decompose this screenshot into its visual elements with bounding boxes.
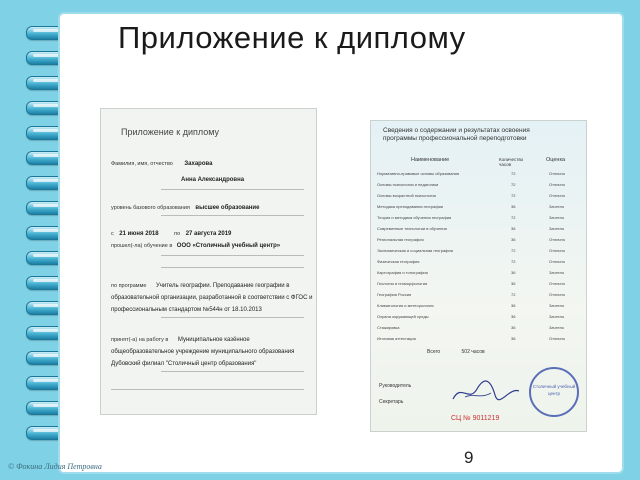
program-label: по программе: [111, 283, 147, 289]
table-row: [377, 314, 577, 324]
center-value: Дубовский филиал "Столичный центр образования": [111, 361, 257, 367]
row-subject: Стажировка: [377, 325, 400, 330]
row-hours: 36: [511, 314, 516, 319]
name-value: Анна Александровна: [181, 177, 245, 183]
col-grade-header: Оценка: [546, 157, 566, 163]
row-grade: Отлично: [549, 237, 565, 242]
row-hours: 36: [511, 204, 516, 209]
doc-title: Сведения о содержании и результатах освоения программы профессиональной переподготовки: [383, 127, 530, 142]
diploma-appendix-scan: [100, 108, 317, 415]
row-hours: 36: [511, 226, 516, 231]
standard-value: профессиональным стандартом №544н от 18.10.2013: [111, 307, 262, 313]
row-subject: Методика преподавания географии: [377, 204, 444, 209]
row-hours: 36: [511, 237, 516, 242]
row-grade: Зачтено: [549, 270, 565, 275]
row-hours: 72: [511, 193, 516, 198]
row-grade: Отлично: [549, 182, 565, 187]
table-row: [377, 292, 577, 302]
education-line: [111, 205, 259, 211]
row-subject: Региональная география: [377, 237, 424, 242]
row-hours: 72: [511, 248, 516, 253]
signature-image: [451, 379, 521, 405]
standard-line: [111, 307, 262, 313]
name-line: [181, 177, 244, 183]
row-grade: Отлично: [549, 171, 565, 176]
row-grade: Отлично: [549, 281, 565, 286]
row-subject: Физическая география: [377, 259, 420, 264]
row-grade: Отлично: [549, 193, 565, 198]
from-label: с: [111, 231, 114, 237]
program-line: [111, 283, 289, 289]
education-value: высшее образование: [195, 205, 260, 211]
work-line-2: [111, 349, 294, 355]
work-line: [111, 337, 250, 343]
row-grade: Зачтено: [549, 314, 565, 319]
row-subject: Теория и методика обучения географии: [377, 215, 452, 220]
work-org: Муниципальное казённое: [177, 337, 250, 343]
dates-line: [111, 231, 231, 237]
table-row: [377, 193, 577, 203]
total-line: [427, 349, 485, 355]
table-row: [377, 171, 577, 181]
work-org-2: общеобразовательное учреждение муниципального образования: [111, 349, 295, 355]
program-value: Учитель географии. Преподавание географии в: [155, 283, 290, 289]
date-from: 21 июня 2018: [119, 231, 159, 237]
row-grade: Отлично: [549, 259, 565, 264]
table-row: [377, 248, 577, 258]
training-label: прошел(-ла) обучение в: [111, 243, 173, 249]
total-label: Всего: [427, 349, 441, 355]
organization-value: ООО «Столичный учебный центр»: [176, 243, 281, 249]
serial-number: СЦ № 9011219: [451, 415, 500, 422]
row-subject: Климатология и метеорология: [377, 303, 434, 308]
table-row: [377, 204, 577, 214]
table-row: [377, 281, 577, 291]
table-row: [377, 226, 577, 236]
row-grade: Зачтено: [549, 303, 565, 308]
program-results-scan: [370, 120, 587, 432]
col-name-header: Наименование: [411, 157, 450, 163]
stamp-seal: [529, 367, 579, 417]
to-label: по: [174, 231, 181, 237]
row-hours: 72: [511, 259, 516, 264]
education-label: уровень базового образования: [111, 205, 190, 211]
surname-value: Захарова: [184, 161, 213, 167]
program-line-2: [111, 295, 312, 301]
row-hours: 72: [511, 292, 516, 297]
row-subject: Основы психологии и педагогики: [377, 182, 439, 187]
work-label: принят(-а) на работу в: [111, 337, 169, 343]
row-subject: Итоговая аттестация: [377, 336, 416, 341]
row-hours: 36: [511, 303, 516, 308]
row-grade: Отлично: [549, 248, 565, 253]
doc-title: Приложение к диплому: [121, 127, 220, 137]
row-grade: Зачтено: [549, 204, 565, 209]
table-row: [377, 270, 577, 280]
row-grade: Отлично: [549, 336, 565, 341]
row-hours: 72: [511, 215, 516, 220]
total-value: 502 часов: [461, 349, 485, 355]
table-row: [377, 215, 577, 225]
table-row: [377, 325, 577, 335]
col-hours-header: Количество часов: [499, 157, 524, 167]
surname-label: Фамилия, имя, отчество: [111, 161, 173, 167]
signature-label: Руководитель: [379, 383, 412, 389]
row-subject: Современные технологии в обучении: [377, 226, 447, 231]
row-grade: Зачтено: [549, 215, 565, 220]
table-row: [377, 259, 577, 269]
row-subject: География России: [377, 292, 412, 297]
page-number: 9: [464, 448, 474, 467]
row-subject: Охрана окружающей среды: [377, 314, 429, 319]
row-hours: 36: [511, 325, 516, 330]
row-subject: Экономическая и социальная география: [377, 248, 453, 253]
stamp-text: Столичный учебный центр: [532, 384, 576, 396]
row-subject: Геология и геоморфология: [377, 281, 428, 286]
table-row: [377, 237, 577, 247]
table-row: [377, 336, 577, 346]
secretary-label: Секретарь: [379, 399, 404, 405]
row-subject: Картография и топография: [377, 270, 428, 275]
row-grade: Зачтено: [549, 325, 565, 330]
row-grade: Отлично: [549, 292, 565, 297]
date-to: 27 августа 2019: [185, 231, 232, 237]
row-hours: 72: [511, 171, 516, 176]
training-line: [111, 243, 280, 249]
table-row: [377, 303, 577, 313]
row-grade: Зачтено: [549, 226, 565, 231]
slide-title: Приложение к диплому: [118, 20, 466, 55]
row-subject: Нормативно-правовые основы образования: [377, 171, 460, 176]
row-hours: 36: [511, 336, 516, 341]
surname-line: [111, 161, 212, 167]
copyright-text: © Фокина Лидия Петровна: [8, 462, 102, 471]
row-hours: 36: [511, 281, 516, 286]
row-hours: 72: [511, 182, 516, 187]
table-row: [377, 182, 577, 192]
center-line: [111, 361, 256, 367]
row-hours: 36: [511, 270, 516, 275]
row-subject: Основы возрастной психологии: [377, 193, 436, 198]
program-value-2: образовательной организации, разработанной в соответствии с ФГОС и: [111, 295, 313, 301]
